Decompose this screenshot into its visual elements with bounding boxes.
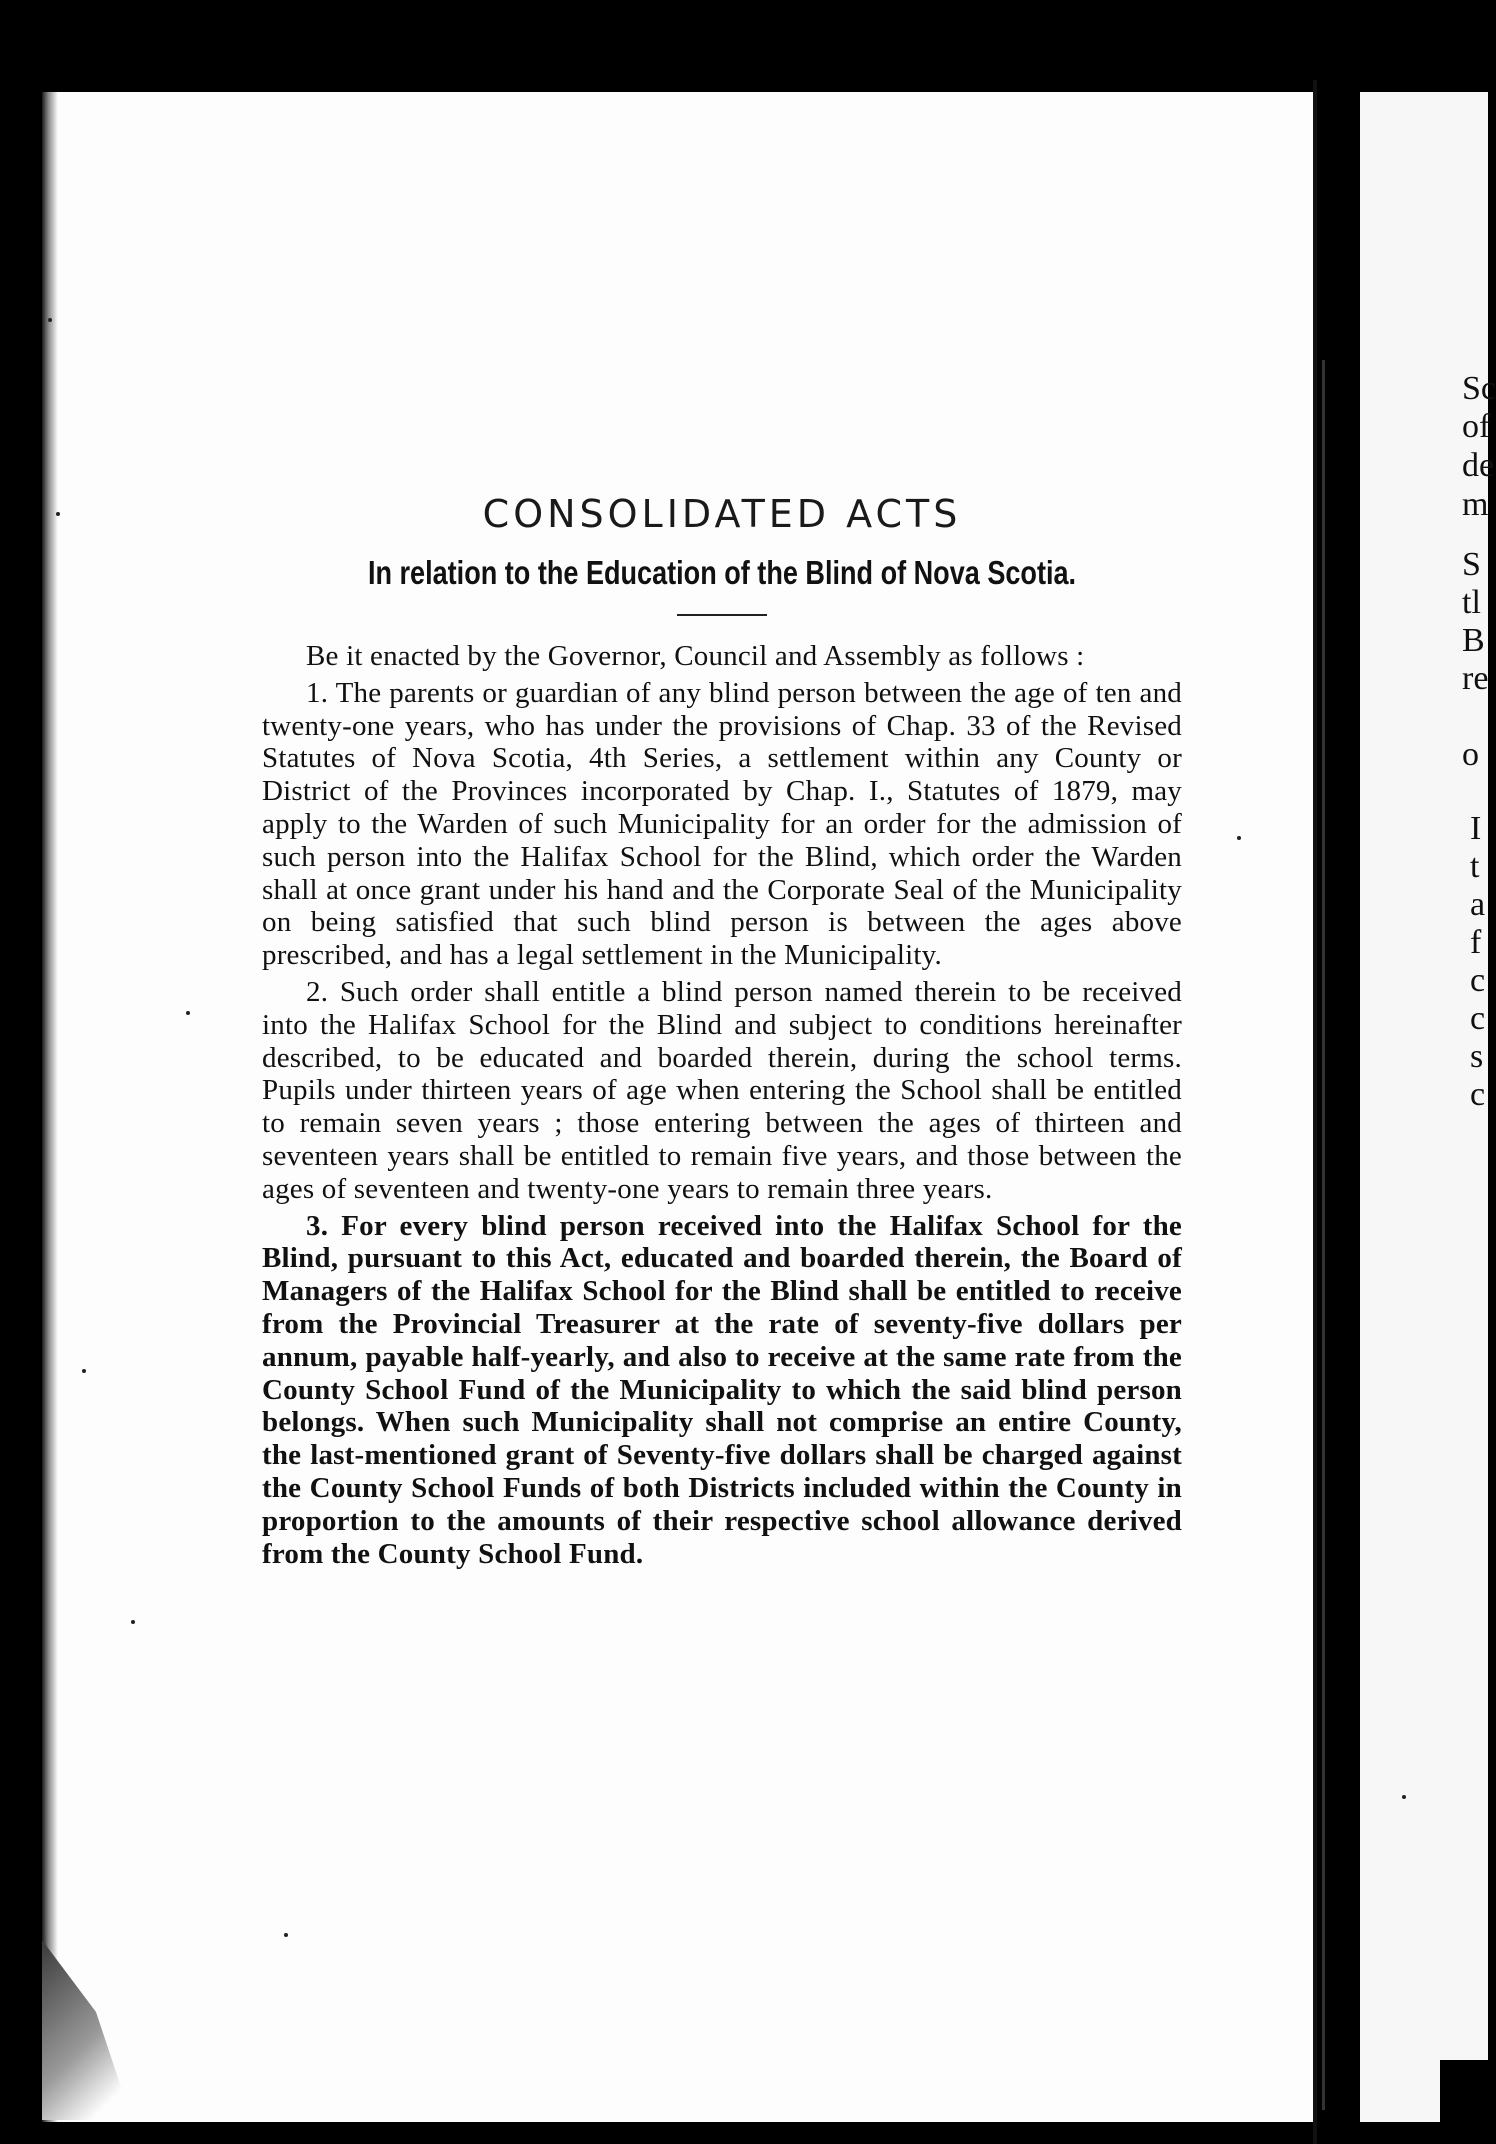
document-body [262, 640, 1182, 1570]
document-subtitle: In relation to the Education of the Blind of Nova Scotia. [367, 554, 1077, 591]
facing-page-fragment: re [1462, 660, 1489, 697]
facing-page-fragment: c [1470, 1000, 1486, 1037]
facing-page-fragment: m [1462, 486, 1489, 523]
facing-page-fragment: f [1470, 924, 1482, 961]
facing-page-fragment: Sc [1462, 370, 1496, 407]
facing-page-fragment: of [1462, 408, 1491, 445]
facing-page-fragment: I [1470, 810, 1482, 847]
speck [1402, 1795, 1406, 1799]
facing-page-fragment: c [1470, 1076, 1486, 1113]
facing-page-fragment: S [1462, 546, 1481, 583]
facing-page-fragment: B [1462, 622, 1485, 659]
facing-page-fragment: c [1470, 962, 1486, 999]
speck [284, 1933, 288, 1937]
facing-page-fragment: de [1462, 447, 1495, 484]
page-gutter-line [1313, 80, 1317, 2144]
scan-border [1440, 2060, 1488, 2144]
speck [131, 1620, 135, 1624]
document-title: CONSOLIDATED ACTS [482, 492, 962, 536]
facing-page-fragment: s [1470, 1038, 1484, 1075]
section-1: 1. The parents or guardian of any blind person between the age of ten and twenty-one years, who has under the provisions of Chap. 33 of the Revised Statutes of Nova Scotia, 4th Series, a settlement within any County or District of the Provinces incorporated by Chap. I., Statutes of 1879, may apply to the Warden of such Municipality for an order for the admission of such person into the Halifax School for the Blind, which order the Warden shall at once grant under his hand and the Corporate Seal of the Municipality on being satisfied that such blind person is between the ages above prescribed, and has a legal settlement in the Municipality. [262, 676, 1182, 972]
document-content [262, 492, 1182, 1574]
facing-page-fragment: t [1470, 848, 1480, 885]
speck [1237, 836, 1241, 840]
title-divider [677, 614, 767, 616]
enacting-clause: Be it enacted by the Governor, Council and Assembly as follows : [306, 640, 1085, 672]
facing-page-fragment: o [1462, 736, 1479, 773]
speck [82, 1369, 86, 1373]
facing-page-fragment: tl [1462, 584, 1481, 621]
speck [48, 318, 52, 322]
section-3: 3. For every blind person received into the Halifax School for the Blind, pursuant to this Act, educated and boarded therein, the Board of Managers of the Halifax School for the Blind shall be entitled to receive from the Provincial Treasurer at the rate of seventy-five dollars per annum, payable half-yearly, and also to receive at the same rate from the County School Fund of the Municipality to which the said blind person belongs. When such Municipality shall not comprise an entire County, the last-mentioned grant of Seventy-five dollars shall be charged against the County School Funds of both Districts included within the County in proportion to the amounts of their respective school allowance derived from the County School Fund. [262, 1209, 1182, 1570]
speck [56, 512, 60, 516]
speck [186, 1011, 190, 1015]
page-gutter-shadow [1322, 360, 1325, 2110]
section-2: 2. Such order shall entitle a blind person named therein to be received into the Halifax School for the Blind and subject to conditions hereinafter described, to be educated and boarded therein, during the school terms. Pupils under thirteen years of age when entering the School shall be entitled to remain seven years ; those entering between the ages of thirteen and seventeen years shall be entitled to remain five years, and those between the ages of seventeen and twenty-one years to remain three years. [262, 975, 1182, 1205]
facing-page-fragment: a [1470, 886, 1486, 923]
